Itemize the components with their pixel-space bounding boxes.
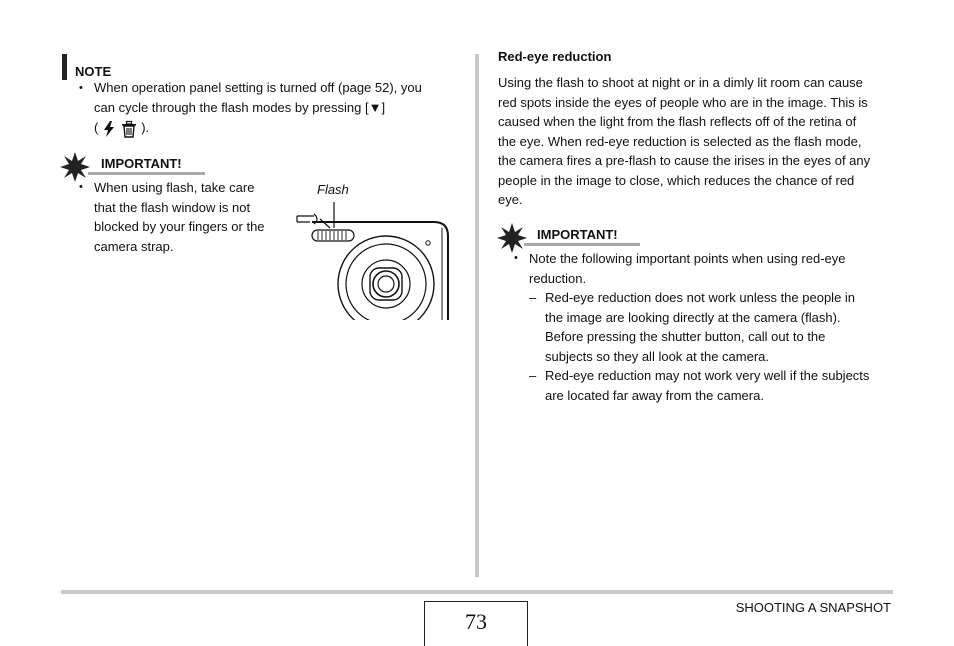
column-divider: [475, 54, 479, 577]
important-line-1: When using flash, take care: [94, 180, 255, 195]
note-line-1: When operation panel setting is turned off (page 52), you: [94, 80, 422, 95]
dash1-line-3: Before pressing the shutter button, call out to the: [545, 329, 826, 344]
note-title: NOTE: [75, 64, 112, 79]
note-line-2: can cycle through the flash modes by pressing [▼]: [94, 100, 386, 115]
important-bullet-left: •: [79, 181, 83, 193]
footer-divider: [61, 590, 893, 594]
important-text-left: [94, 178, 265, 256]
important-burst-icon-right: [497, 223, 527, 253]
dash-marker-1: –: [529, 290, 537, 305]
important-title-right: IMPORTANT!: [537, 227, 618, 242]
redeye-line-1: Using the flash to shoot at night or in a dimly lit room can cause: [498, 75, 863, 90]
camera-illustration: [294, 198, 452, 322]
dash2-line-2: are located far away from the camera.: [545, 387, 764, 403]
important-bullet-right: •: [514, 252, 518, 264]
dash-item-2: [545, 366, 869, 405]
dash1-line-4: subjects so they all look at the camera.: [545, 348, 770, 364]
important-line-3: blocked by your fingers or the: [94, 219, 265, 234]
dash1-line-2: the image are looking directly at the camera (flash).: [545, 309, 841, 325]
redeye-line-2: red spots inside the eyes of people who are in the image. This is: [498, 94, 868, 110]
trash-icon: [120, 120, 138, 138]
note-bullet: •: [79, 82, 83, 94]
page-number: 73: [424, 601, 528, 646]
redeye-title: Red-eye reduction: [498, 49, 612, 64]
redeye-line-7: eye.: [498, 192, 523, 207]
section-title: SHOOTING A SNAPSHOT: [735, 600, 891, 615]
note-close-paren: ).: [141, 120, 150, 135]
important-burst-icon: [60, 152, 90, 182]
note-open-paren: (: [94, 120, 99, 135]
dash2-line-1: Red-eye reduction may not work very well if the subjects: [545, 368, 870, 383]
important-underline-right: [524, 243, 640, 246]
note-marker-bar: [62, 54, 67, 80]
important-bullet-line-2: reduction.: [529, 270, 587, 286]
dash-item-1: [545, 288, 855, 366]
important-bullet-line-1: Note the following important points when using red-eye: [529, 251, 846, 266]
redeye-line-3: caused when the light from the flash reflects off of the retina of: [498, 114, 857, 129]
flash-callout-label: Flash: [317, 182, 349, 197]
redeye-line-6: people in the image to close, which reduces the chance of red: [498, 172, 855, 188]
redeye-paragraph: [498, 73, 870, 210]
dash1-line-1: Red-eye reduction does not work unless the people in: [545, 290, 856, 305]
important-title-left: IMPORTANT!: [101, 156, 182, 171]
important-bullet-text-right: [529, 249, 846, 288]
dash-marker-2: –: [529, 368, 537, 383]
important-line-2: that the flash window is not: [94, 199, 251, 215]
redeye-line-4: the eye. When red-eye reduction is selected as the flash mode,: [498, 133, 862, 149]
important-underline-left: [88, 172, 205, 175]
redeye-line-5: the camera fires a pre-flash to cause the irises in the eyes of any: [498, 153, 871, 168]
important-line-4: camera strap.: [94, 238, 174, 254]
flash-icon: [102, 120, 116, 138]
note-line-3: [94, 118, 149, 138]
